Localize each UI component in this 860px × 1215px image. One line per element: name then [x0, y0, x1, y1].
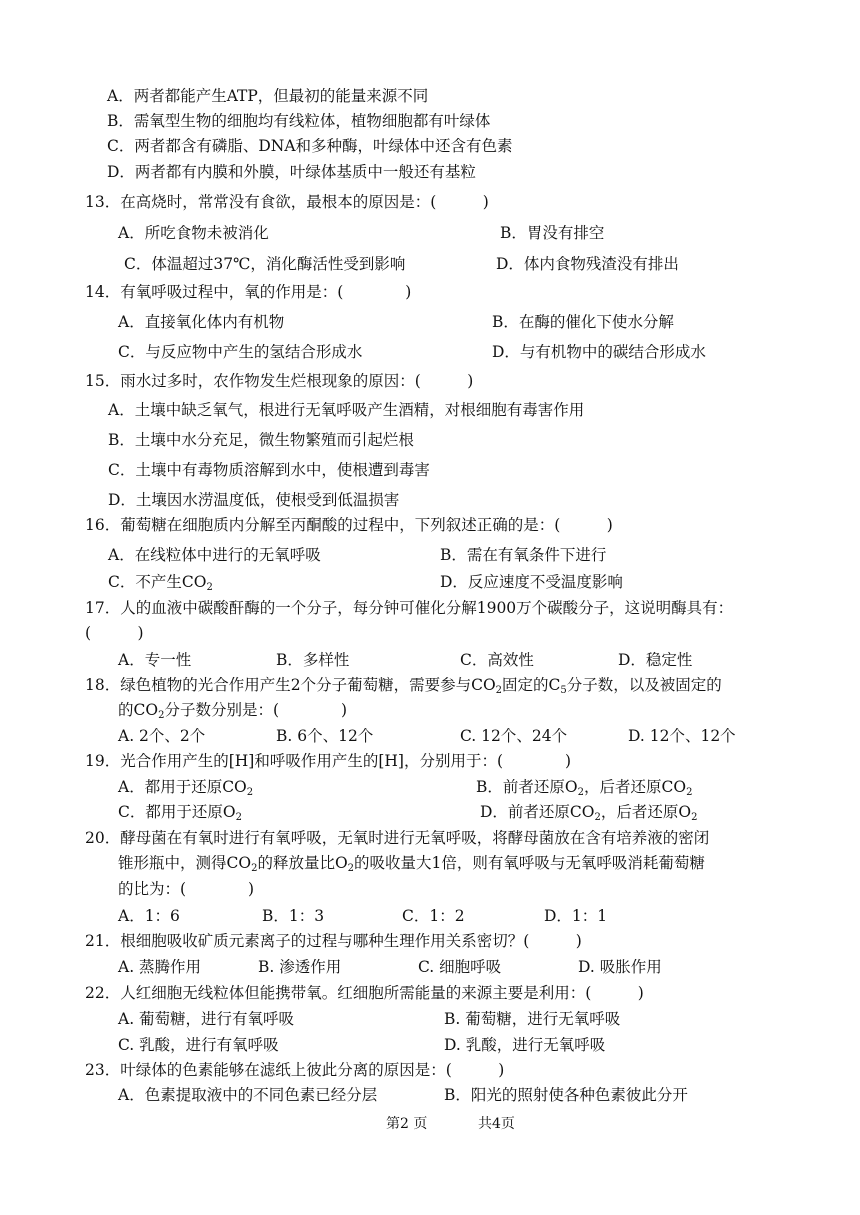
q19-option-a: A．都用于还原$CO_2$	[118, 778, 254, 798]
q12-option-d: D．两者都有内膜和外膜，叶绿体基质中一般还有基粒	[107, 163, 476, 181]
q23-stem: 23．叶绿体的色素能够在滤纸上彼此分离的原因是：( )	[85, 1061, 505, 1079]
q22-option-c: C. 乳酸，进行有氧呼吸	[118, 1036, 279, 1054]
q13-option-b: B．胃没有排空	[500, 224, 605, 242]
q18-option-b: B. 6个、12个	[276, 727, 374, 745]
q22-option-d: D. 乳酸，进行无氧呼吸	[444, 1036, 606, 1054]
q20-option-d: D．1：1	[544, 907, 608, 925]
q18-option-d: D. 12个、12个	[628, 727, 736, 745]
q22-option-a: A. 葡萄糖，进行有氧呼吸	[118, 1010, 295, 1028]
q17-option-a: A．专一性	[118, 651, 192, 669]
q19-option-c: C．都用于还原$O_2$	[118, 803, 242, 823]
q17-stem-bracket: ( )	[85, 624, 144, 642]
q12-option-c: C．两者都含有磷脂、DNA和多种酶，叶绿体中还含有色素	[107, 137, 513, 155]
q14-stem: 14．有氧呼吸过程中，氧的作用是：( )	[85, 283, 412, 301]
q17-option-c: C．高效性	[460, 651, 534, 669]
q16-option-a: A．在线粒体中进行的无氧呼吸	[108, 546, 321, 564]
q21-stem: 21．根细胞吸收矿质元素离子的过程与哪种生理作用关系密切？( )	[85, 932, 582, 950]
q20-stem: 20．酵母菌在有氧时进行有氧呼吸，无氧时进行无氧呼吸，将酵母菌放在含有培养液的密闭	[85, 829, 710, 847]
q13-option-d: D．体内食物残渣没有排出	[496, 255, 679, 273]
q22-stem: 22．人红细胞无线粒体但能携带氧。红细胞所需能量的来源主要是利用：( )	[85, 984, 644, 1002]
q15-stem: 15．雨水过多时，农作物发生烂根现象的原因：( )	[85, 372, 474, 390]
q21-option-d: D. 吸胀作用	[578, 958, 662, 976]
q15-option-b: B．土壤中水分充足，微生物繁殖而引起烂根	[108, 431, 414, 449]
q19-option-b: B．前者还原$O_2$，后者还原$CO_2$	[476, 778, 693, 798]
q17-option-d: D．稳定性	[618, 651, 693, 669]
q23-option-b: B．阳光的照射使各种色素彼此分开	[444, 1086, 688, 1104]
q19-option-d: D．前者还原$CO_2$，后者还原$O_2$	[480, 803, 698, 823]
q21-option-a: A. 蒸腾作用	[118, 958, 202, 976]
q20-option-a: A．1：6	[118, 907, 180, 925]
q16-stem: 16．葡萄糖在细胞质内分解至丙酮酸的过程中，下列叙述正确的是：( )	[85, 516, 613, 534]
q12-option-b: B．需氧型生物的细胞均有线粒体，植物细胞都有叶绿体	[107, 112, 491, 130]
q14-option-d: D．与有机物中的碳结合形成水	[492, 343, 706, 361]
q14-option-c: C．与反应物中产生的氢结合形成水	[118, 343, 363, 361]
q17-stem: 17．人的血液中碳酸酐酶的一个分子，每分钟可催化分解1900万个碳酸分子，这说明酶具有：	[85, 599, 734, 617]
q12-option-a: A．两者都能产生ATP，但最初的能量来源不同	[107, 87, 429, 105]
page-total: 共4页	[478, 1116, 515, 1132]
q18-option-a: A. 2个、2个	[118, 727, 206, 745]
q20-option-c: C．1：2	[402, 907, 465, 925]
q16-option-c: C．不产生$CO_2$	[108, 573, 213, 593]
q13-option-a: A．所吃食物未被消化	[118, 224, 269, 242]
q15-option-a: A．土壤中缺乏氧气，根进行无氧呼吸产生酒精，对根细胞有毒害作用	[108, 401, 585, 419]
q19-stem: 19．光合作用产生的[H]和呼吸作用产生的[H]，分别用于：( )	[85, 752, 572, 770]
q20-option-b: B．1：3	[262, 907, 325, 925]
q21-option-b: B. 渗透作用	[258, 958, 342, 976]
q13-stem: 13．在高烧时，常常没有食欲，最根本的原因是：( )	[85, 193, 489, 211]
page-number: 第2 页	[386, 1116, 428, 1132]
q15-option-d: D．土壤因水涝温度低，使根受到低温损害	[108, 491, 400, 509]
q23-option-a: A．色素提取液中的不同色素已经分层	[118, 1086, 378, 1104]
q15-option-c: C．土壤中有毒物质溶解到水中，使根遭到毒害	[108, 461, 430, 479]
q14-option-b: B．在酶的催化下使水分解	[492, 313, 674, 331]
q18-stem-line2: 的$CO_2$分子数分别是：( )	[118, 701, 348, 721]
q16-option-d: D．反应速度不受温度影响	[440, 573, 623, 591]
q17-option-b: B．多样性	[276, 651, 350, 669]
q18-option-c: C. 12个、24个	[460, 727, 568, 745]
q13-option-c: C．体温超过37℃，消化酶活性受到影响	[124, 255, 406, 273]
q16-option-b: B．需在有氧条件下进行	[440, 546, 607, 564]
q20-stem-line2: 锥形瓶中，测得$CO_2$的释放量比$O_2$的吸收量大1倍，则有氧呼吸与无氧呼吸消耗葡萄糖	[118, 854, 705, 874]
q14-option-a: A．直接氧化体内有机物	[118, 313, 285, 331]
q21-option-c: C. 细胞呼吸	[418, 958, 502, 976]
q18-stem: 18．绿色植物的光合作用产生2个分子葡萄糖，需要参与$CO_2$固定的$C_5$分子数，以及被固定的	[85, 676, 722, 696]
q22-option-b: B. 葡萄糖，进行无氧呼吸	[444, 1010, 621, 1028]
q20-stem-line3: 的比为：( )	[118, 880, 255, 898]
